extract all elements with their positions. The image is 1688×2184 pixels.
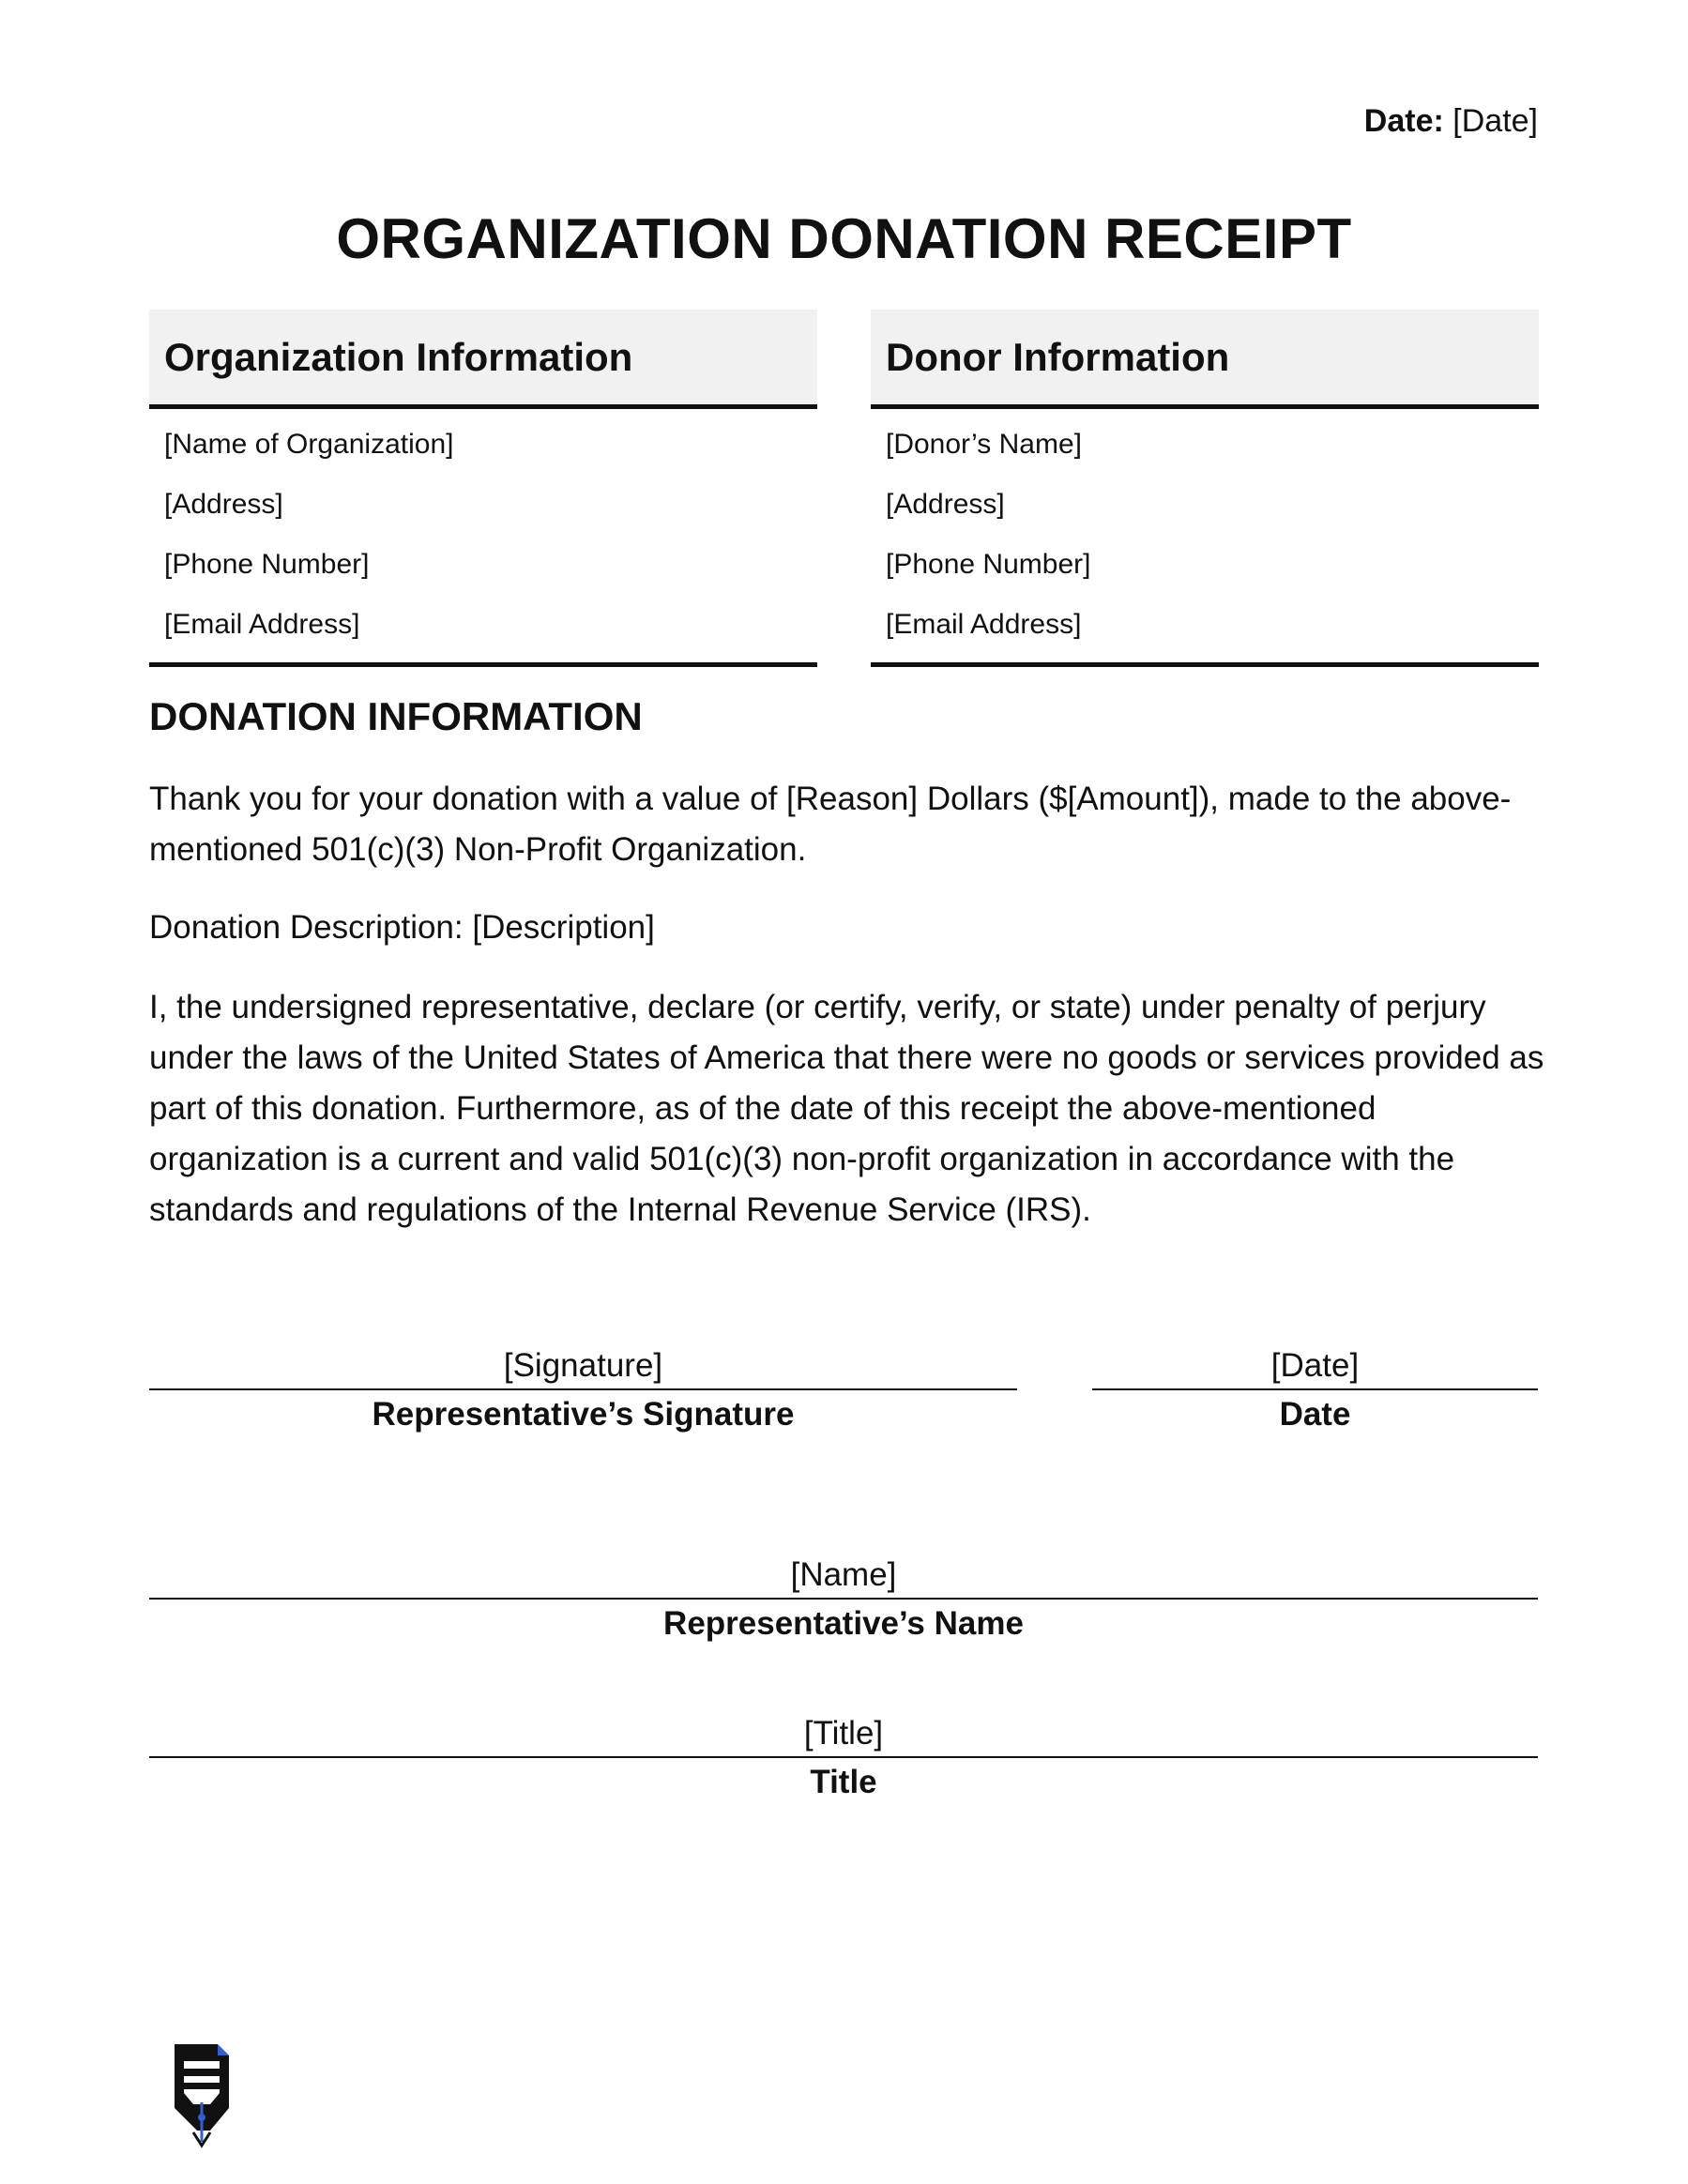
donor-info-box <box>871 310 1539 667</box>
organization-name: [Name of Organization] <box>164 429 454 460</box>
signature-date-line <box>1092 1388 1538 1390</box>
organization-phone: [Phone Number] <box>164 549 370 580</box>
donor-phone: [Phone Number] <box>886 549 1091 580</box>
declaration-paragraph: I, the undersigned representative, declare (or certify, verify, or state) under penalty of perjury under the laws of the United States of America that there were no goods or services provided as part of this donation. Furthermore, as of the date of this receipt the above-mentioned organization is a current and valid 501(c)(3) non-profit organization in accordance with the standards and regulations of the Internal Revenue Service (IRS). <box>149 989 1544 1228</box>
signature-line <box>149 1388 1017 1390</box>
thank-you-paragraph: Thank you for your donation with a value of [Reason] Dollars ($[Amount]), made to the above-mentioned 501(c)(3) Non-Profit Organization. <box>149 781 1512 868</box>
name-block <box>149 1553 1538 1643</box>
fountain-pen-icon <box>171 2040 236 2148</box>
name-value[interactable]: [Name] <box>790 1556 897 1593</box>
signature-value[interactable]: [Signature] <box>503 1347 663 1384</box>
donor-info-lines <box>871 409 1539 667</box>
organization-info-lines <box>149 409 817 667</box>
title-block <box>149 1711 1538 1801</box>
organization-info-heading: Organization Information <box>149 310 817 409</box>
signature-date-value[interactable]: [Date] <box>1270 1347 1360 1384</box>
signature-label: Representative’s Signature <box>372 1396 795 1433</box>
donor-address: [Address] <box>886 489 1005 520</box>
organization-email: [Email Address] <box>164 609 360 640</box>
donation-info-heading: DONATION INFORMATION <box>149 694 643 738</box>
name-label: Representative’s Name <box>663 1605 1024 1642</box>
signature-block <box>149 1343 1017 1433</box>
donation-description: Donation Description: [Description] <box>149 909 655 946</box>
date-value: [Date] <box>1452 103 1538 139</box>
page-title: ORGANIZATION DONATION RECEIPT <box>336 207 1352 270</box>
signature-date-label: Date <box>1279 1396 1351 1433</box>
title-line <box>149 1756 1538 1758</box>
signature-date-block <box>1092 1343 1538 1433</box>
donor-name: [Donor’s Name] <box>886 429 1082 460</box>
title-label: Title <box>810 1764 877 1800</box>
donor-email: [Email Address] <box>886 609 1082 640</box>
organization-info-box <box>149 310 817 667</box>
organization-address: [Address] <box>164 489 283 520</box>
name-line <box>149 1598 1538 1600</box>
donor-info-heading: Donor Information <box>871 310 1539 409</box>
date-label: Date: <box>1363 103 1444 139</box>
title-value[interactable]: [Title] <box>803 1715 884 1752</box>
header-date <box>1364 103 1538 140</box>
